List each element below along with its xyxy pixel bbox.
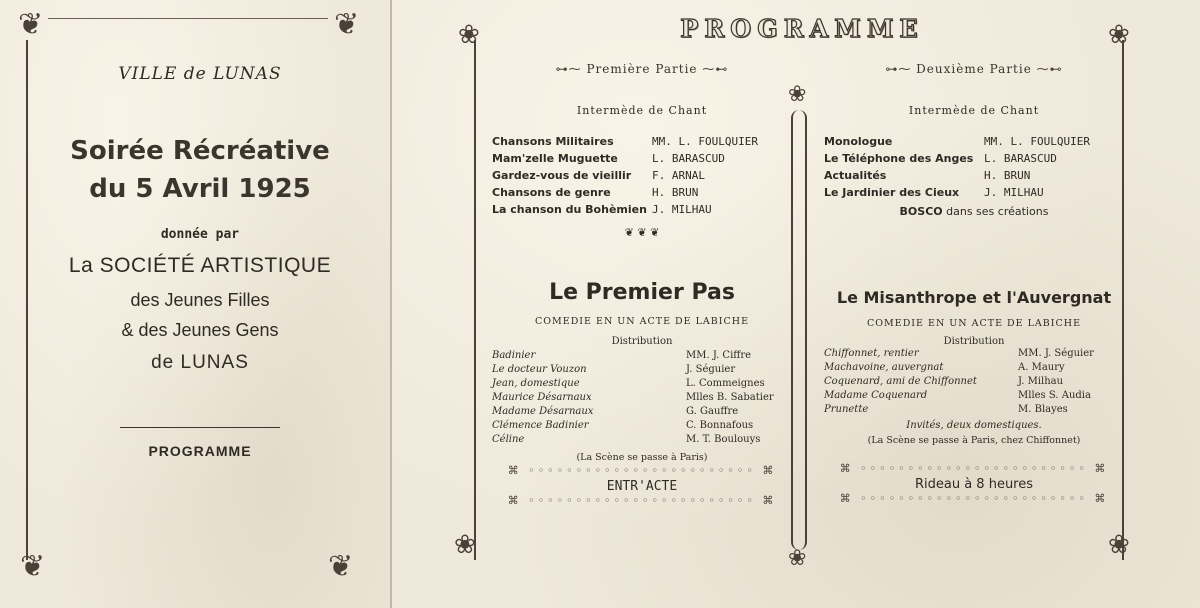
song-title: Mam'zelle Muguette <box>492 152 618 165</box>
song-row <box>492 135 792 152</box>
song-title: Le Téléphone des Anges <box>824 152 974 165</box>
song-title: Le Jardinier des Cieux <box>824 186 960 199</box>
play-title: Le Premier Pas <box>549 280 735 305</box>
scroll-ornament-icon: ⁓⊷ <box>1036 62 1063 76</box>
cover-boys: & des Jeunes Gens <box>121 320 279 340</box>
lily-icon: ❀ <box>1108 20 1130 50</box>
flourish-icon: ❦ <box>18 7 44 42</box>
programme-title: PROGRAMME <box>680 14 924 43</box>
song-performer: J. MILHAU <box>652 203 712 216</box>
extras-line: Invités, deux domestiques. <box>906 420 1042 431</box>
cast-row <box>824 348 1124 362</box>
role-name: Badinier <box>492 350 536 361</box>
cover-given-by: donnée par <box>160 227 240 242</box>
separator-ornament: ❦ ❦ ❦ <box>624 226 660 239</box>
song-performer: L. BARASCUD <box>984 152 1057 165</box>
song-row <box>824 169 1124 186</box>
actor-name: Mlles S. Audia <box>1018 390 1091 401</box>
scene-note: (La Scène se passe à Paris) <box>576 452 708 463</box>
second-part-heading-text: Deuxième Partie <box>916 62 1032 76</box>
cast-row <box>492 364 792 378</box>
cover-left-rule <box>26 40 28 560</box>
song-row <box>824 186 1124 203</box>
song-title: Chansons Militaires <box>492 135 614 148</box>
song-performer: MM. L. FOULQUIER <box>652 135 758 148</box>
distribution-heading: Distribution <box>611 336 673 347</box>
song-row <box>492 186 792 203</box>
actor-name: MM. J. Ciffre <box>686 350 752 361</box>
song-title: Gardez-vous de vieillir <box>492 169 632 182</box>
actor-name: MM. J. Séguier <box>1018 348 1094 359</box>
cast-list <box>824 348 1124 446</box>
actor-name: L. Commeignes <box>686 378 765 389</box>
border-ornament-icon: ⌘ ◦◦◦◦◦◦◦◦◦◦◦◦◦◦◦◦◦◦◦◦◦◦◦◦ ⌘ <box>507 494 777 507</box>
bosco-name: BOSCO <box>899 205 943 218</box>
role-name: Le docteur Vouzon <box>492 364 587 375</box>
song-row <box>492 169 792 186</box>
flourish-icon: ❦ <box>334 7 360 42</box>
cover-girls: des Jeunes Filles <box>130 290 270 310</box>
song-title: La chanson du Bohèmien <box>492 203 647 216</box>
flourish-icon: ❦ <box>328 549 354 584</box>
actor-name: M. T. Boulouys <box>686 434 761 445</box>
play-subtitle: COMEDIE EN UN ACTE DE LABICHE <box>866 318 1082 329</box>
cover-divider <box>120 427 280 428</box>
entracte-band <box>492 464 792 507</box>
cast-row <box>492 434 792 448</box>
cover-page <box>0 0 390 608</box>
role-name: Maurice Désarnaux <box>492 392 592 403</box>
play-subtitle: COMEDIE EN UN ACTE DE LABICHE <box>534 316 750 327</box>
song-performer: MM. L. FOULQUIER <box>984 135 1090 148</box>
song-title: Monologue <box>824 135 893 148</box>
song-performer: H. BRUN <box>984 169 1031 182</box>
scene-note: (La Scène se passe à Paris, chez Chiffonnet) <box>867 435 1081 446</box>
cast-row <box>492 406 792 420</box>
role-name: Coquenard, ami de Chiffonnet <box>824 376 977 387</box>
actor-name: C. Bonnafous <box>686 420 754 431</box>
role-name: Prunette <box>824 404 869 415</box>
cast-row <box>492 350 792 364</box>
song-row <box>492 203 792 220</box>
programme-page <box>392 0 1200 608</box>
song-row <box>492 152 792 169</box>
cover-top-rule <box>48 18 328 19</box>
song-row <box>824 152 1124 169</box>
first-part-column <box>492 62 792 507</box>
lily-icon: ❀ <box>1108 530 1130 560</box>
song-performer: H. BRUN <box>652 186 699 199</box>
song-performer: L. BARASCUD <box>652 152 725 165</box>
center-vine <box>791 110 807 550</box>
song-row <box>824 135 1124 152</box>
curtain-time: Rideau à 8 heures <box>914 477 1034 492</box>
role-name: Clémence Badinier <box>492 420 589 431</box>
cast-row <box>824 404 1124 418</box>
cast-row <box>824 362 1124 376</box>
actor-name: M. Blayes <box>1018 404 1068 415</box>
curtain-band <box>824 462 1124 505</box>
cast-row <box>824 390 1124 404</box>
cover-society: La SOCIÉTÉ ARTISTIQUE <box>68 254 332 277</box>
cast-row <box>492 378 792 392</box>
border-ornament-icon: ⌘ ◦◦◦◦◦◦◦◦◦◦◦◦◦◦◦◦◦◦◦◦◦◦◦◦ ⌘ <box>839 462 1109 475</box>
border-ornament-icon: ⌘ ◦◦◦◦◦◦◦◦◦◦◦◦◦◦◦◦◦◦◦◦◦◦◦◦ ⌘ <box>507 464 777 477</box>
song-interlude-heading: Intermède de Chant <box>576 104 708 117</box>
lily-icon: ❀ <box>788 546 807 571</box>
cast-list <box>492 350 792 463</box>
second-part-heading <box>824 62 1124 76</box>
second-part-column <box>824 62 1124 505</box>
cast-row <box>824 376 1124 390</box>
lily-icon: ❀ <box>788 82 807 107</box>
flourish-icon: ❦ <box>20 549 46 584</box>
song-list <box>492 135 792 220</box>
role-name: Machavoine, auvergnat <box>824 362 944 373</box>
distribution-heading: Distribution <box>943 336 1005 347</box>
scroll-ornament-icon: ⊶⁓ <box>885 62 912 76</box>
cover-town: VILLE de LUNAS <box>118 64 282 84</box>
actor-name: J. Séguier <box>686 364 736 375</box>
song-title: Chansons de genre <box>492 186 611 199</box>
first-part-heading <box>492 62 792 76</box>
role-name: Chiffonnet, rentier <box>824 348 919 359</box>
actor-name: Mlles B. Sabatier <box>686 392 774 403</box>
cover-programme-label: PROGRAMME <box>148 443 252 459</box>
cover-lunas: de LUNAS <box>151 352 249 373</box>
song-performer: J. MILHAU <box>984 186 1044 199</box>
actor-name: G. Gauffre <box>686 406 739 417</box>
cast-row <box>492 420 792 434</box>
first-part-heading-text: Première Partie <box>586 62 698 76</box>
lily-icon: ❀ <box>454 530 476 560</box>
lily-icon: ❀ <box>458 20 480 50</box>
role-name: Madame Désarnaux <box>492 406 594 417</box>
frame-left-rule <box>474 40 476 560</box>
play-title: Le Misanthrope et l'Auvergnat <box>836 288 1112 307</box>
bosco-line <box>824 205 1124 218</box>
bosco-text: dans ses créations <box>942 205 1049 218</box>
actor-name: J. Milhau <box>1018 376 1064 387</box>
border-ornament-icon: ⌘ ◦◦◦◦◦◦◦◦◦◦◦◦◦◦◦◦◦◦◦◦◦◦◦◦ ⌘ <box>839 492 1109 505</box>
song-title: Actualités <box>824 169 887 182</box>
song-performer: F. ARNAL <box>652 169 705 182</box>
scroll-ornament-icon: ⊶⁓ <box>555 62 582 76</box>
actor-name: A. Maury <box>1018 362 1065 373</box>
cast-row <box>492 392 792 406</box>
role-name: Jean, domestique <box>492 378 580 389</box>
cover-title: Soirée Récréative <box>70 136 330 166</box>
scroll-ornament-icon: ⁓⊷ <box>702 62 729 76</box>
song-interlude-heading: Intermède de Chant <box>908 104 1040 117</box>
role-name: Céline <box>492 434 525 445</box>
role-name: Madame Coquenard <box>824 390 928 401</box>
cover-date: du 5 Avril 1925 <box>89 174 311 204</box>
entracte-label: ENTR'ACTE <box>606 479 678 494</box>
song-list <box>824 135 1124 203</box>
